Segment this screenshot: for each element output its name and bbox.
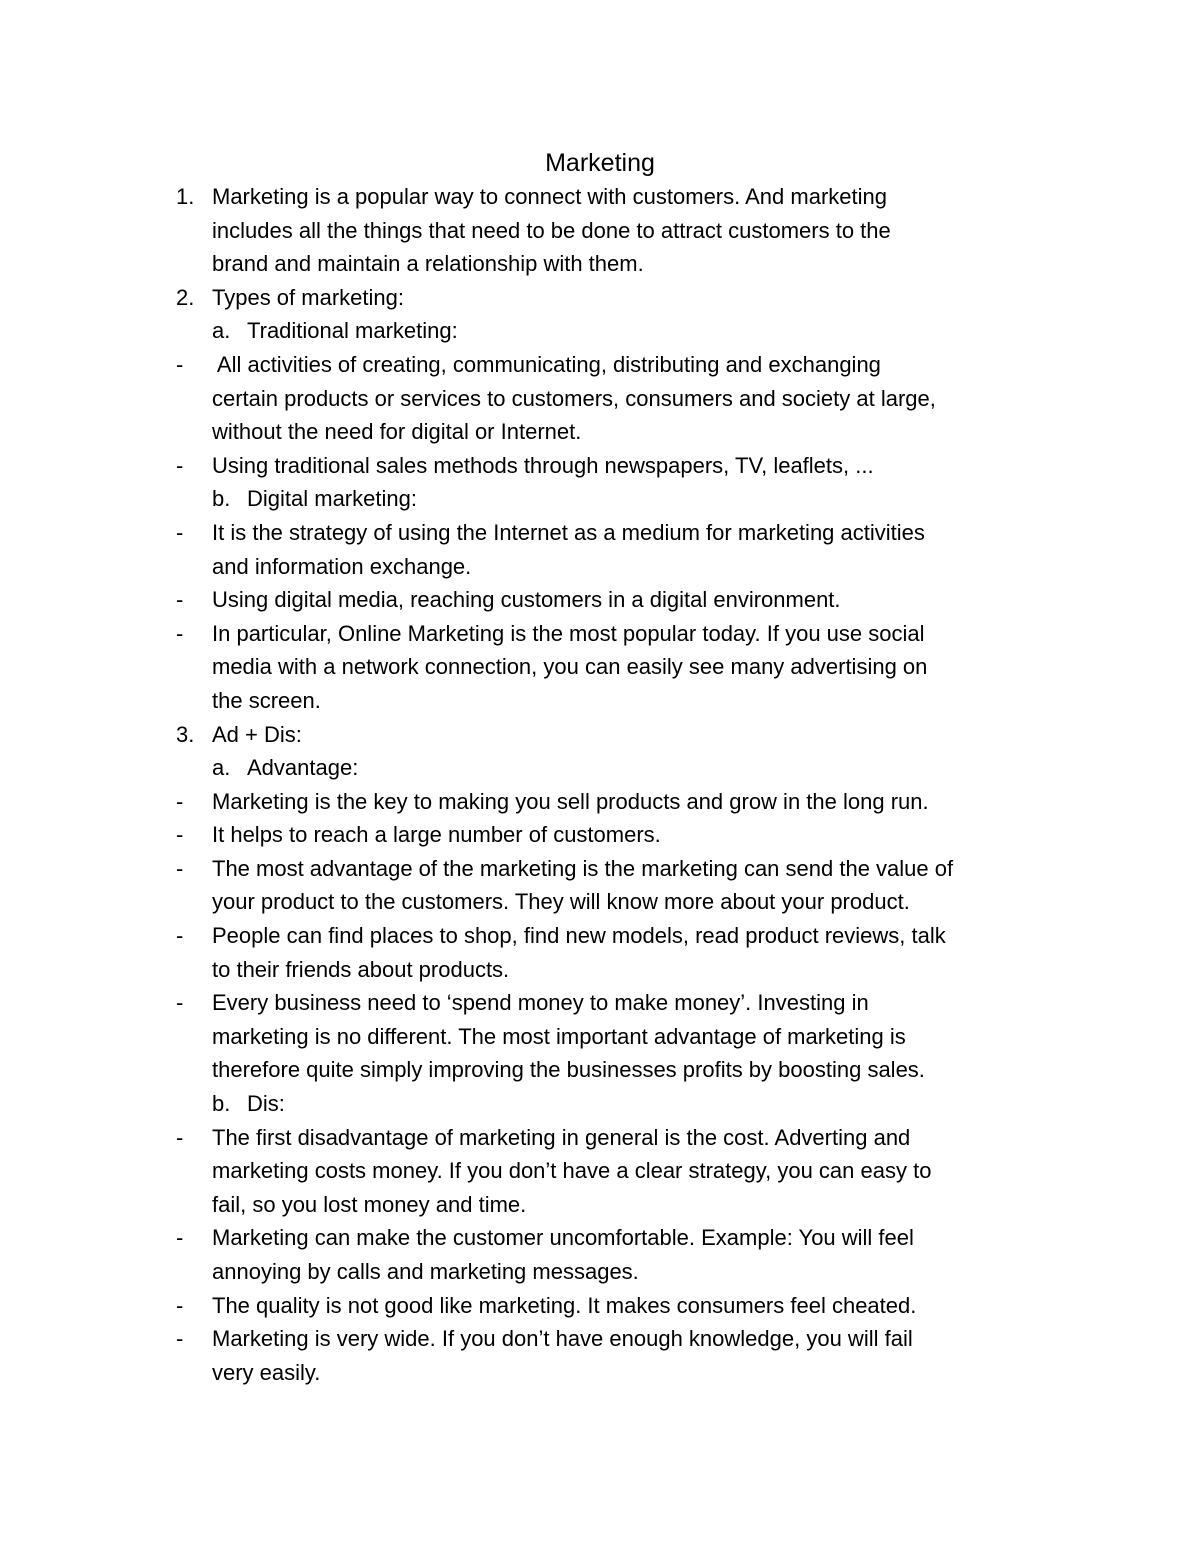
line-text: Marketing is a popular way to connect with customers. And marketing [212,184,887,209]
text-line [0,281,1200,315]
text-line [0,214,1200,248]
bullet-dash: - [176,1326,184,1352]
bullet-dash: - [176,1292,184,1318]
text-line [0,1221,1200,1255]
line-text: The most advantage of the marketing is the marketing can send the value of [212,855,954,881]
document-body [0,180,1200,1389]
text-line [0,1356,1200,1390]
line-text: Marketing is very wide. If you don’t have enough knowledge, you will fail [212,1326,913,1352]
line-text: Marketing is the key to making you sell products and grow in the long run. [212,788,929,814]
line-text: Traditional marketing: [247,318,458,344]
text-line [0,516,1200,550]
line-text: the screen. [212,687,321,713]
text-line [0,1188,1200,1222]
line-text: media with a network connection, you can easily see many advertising on [212,654,928,680]
list-number: 3. [176,721,195,747]
bullet-dash: - [176,923,184,949]
line-text: and information exchange. [212,553,472,579]
line-text: It is the strategy of using the Internet as a medium for marketing activities [212,519,925,545]
line-text: Digital marketing: [247,486,417,512]
bullet-dash: - [176,351,184,377]
text-line [0,247,1200,281]
text-line [0,986,1200,1020]
document-title: Marketing [545,149,655,177]
line-text: your product to the customers. They will know more about your product. [212,889,910,915]
text-line [0,449,1200,483]
line-text: The first disadvantage of marketing in general is the cost. Adverting and [212,1124,911,1150]
line-text: Every business need to ‘spend money to make money’. Investing in [212,990,869,1016]
line-text: very easily. [212,1359,321,1385]
text-line [0,785,1200,819]
line-text: certain products or services to customers, consumers and society at large, [212,385,936,411]
text-line [0,482,1200,516]
text-line [0,684,1200,718]
line-text: Using traditional sales methods through newspapers, TV, leaflets, ... [212,452,874,478]
bullet-dash: - [176,620,184,646]
bullet-dash: - [176,452,184,478]
line-text: Using digital media, reaching customers in a digital environment. [212,587,841,613]
bullet-dash: - [176,990,184,1016]
bullet-dash: - [176,788,184,814]
text-line [0,751,1200,785]
line-text: to their friends about products. [212,956,510,982]
text-line [0,1087,1200,1121]
line-text: In particular, Online Marketing is the most popular today. If you use social [212,620,925,646]
text-line [0,885,1200,919]
text-line [0,1255,1200,1289]
text-line [0,718,1200,752]
text-line [0,818,1200,852]
line-text: marketing is no different. The most important advantage of marketing is [212,1023,906,1049]
line-text: Types of marketing: [212,284,404,310]
sublist-letter: a. [212,318,231,344]
text-line [0,348,1200,382]
line-text: Marketing can make the customer uncomfortable. Example: You will feel [212,1225,914,1251]
line-text: The quality is not good like marketing. It makes consumers feel cheated. [212,1292,917,1318]
line-text: It helps to reach a large number of customers. [212,822,661,848]
line-text: Dis: [247,1091,285,1117]
list-number: 2. [176,284,195,310]
sublist-letter: b. [212,1091,231,1117]
text-line [0,1121,1200,1155]
bullet-dash: - [176,855,184,881]
text-line [0,1154,1200,1188]
text-line [0,617,1200,651]
line-text: brand and maintain a relationship with them. [212,251,644,277]
line-text: All activities of creating, communicating, distributing and exchanging [212,351,881,377]
text-line [0,953,1200,987]
text-line [0,919,1200,953]
text-line [0,1289,1200,1323]
line-text: Advantage: [247,755,359,781]
text-line [0,1020,1200,1054]
line-text: includes all the things that need to be done to attract customers to the [212,217,891,243]
bullet-dash: - [176,822,184,848]
bullet-dash: - [176,587,184,613]
bullet-dash: - [176,1225,184,1251]
line-text: fail, so you lost money and time. [212,1191,527,1217]
line-text: annoying by calls and marketing messages. [212,1259,639,1284]
line-text: therefore quite simply improving the businesses profits by boosting sales. [212,1057,925,1083]
text-line [0,314,1200,348]
line-text: without the need for digital or Internet. [212,419,582,445]
sublist-letter: a. [212,755,231,781]
sublist-letter: b. [212,486,231,512]
line-text: marketing costs money. If you don’t have a clear strategy, you can easy to [212,1158,932,1184]
text-line [0,852,1200,886]
text-line [0,1322,1200,1356]
bullet-dash: - [176,1124,184,1150]
text-line [0,180,1200,214]
line-text: People can find places to shop, find new models, read product reviews, talk [212,923,946,949]
text-line [0,583,1200,617]
bullet-dash: - [176,519,184,545]
line-text: Ad + Dis: [212,721,302,747]
text-line [0,382,1200,416]
text-line [0,415,1200,449]
text-line [0,550,1200,584]
list-number: 1. [176,184,195,209]
text-line [0,650,1200,684]
text-line [0,1053,1200,1087]
